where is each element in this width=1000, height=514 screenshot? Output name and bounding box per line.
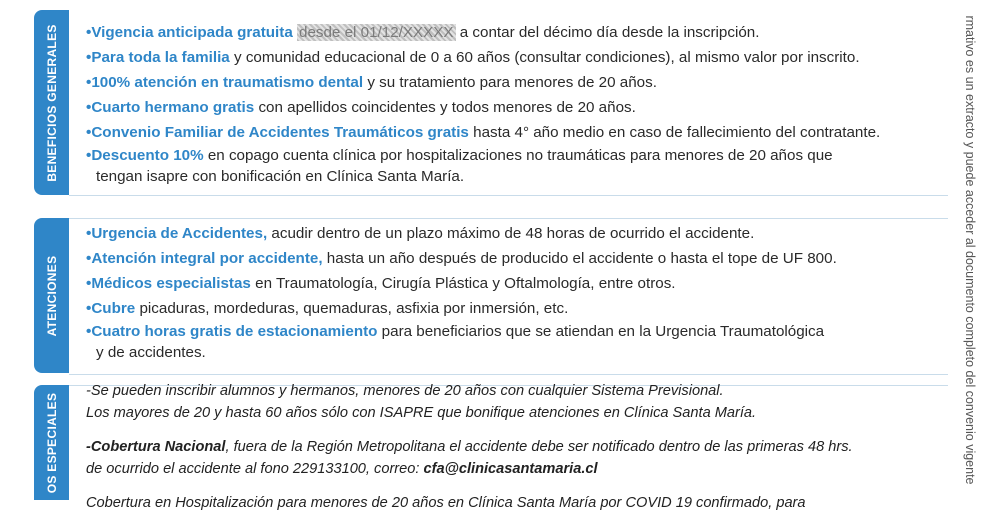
side-note: rmativo es un extracto y puede acceder al documento completo del convenio vigente <box>963 15 977 485</box>
cobertura-nacional-note: -Cobertura Nacional, fuera de la Región Metropolitana el accidente debe ser notificado dentro de las primeras 48 hrs. de ocurrido el accidente al fono 229133100, correo: cfa@clinicasantamaria.cl <box>86 439 853 477</box>
beneficio-item: •100% atención en traumatismo dental y su tratamiento para menores de 20 años. <box>86 74 657 91</box>
beneficios-list <box>86 20 880 189</box>
atencion-item: •Atención integral por accidente, hasta un año después de producido el accidente o hasta el tope de UF 800. <box>86 250 837 267</box>
beneficio-item: •Convenio Familiar de Accidentes Traumáticos gratis hasta 4° año medio en caso de fallecimiento del contratante. <box>86 124 881 141</box>
beneficio-item: •Cuarto hermano gratis con apellidos coincidentes y todos menores de 20 años. <box>86 99 636 116</box>
beneficio-item: •Vigencia anticipada gratuita desde el 01/12/XXXXX a contar del décimo día desde la inscripción. <box>86 24 760 41</box>
atencion-item: •Cuatro horas gratis de estacionamiento para beneficiarios que se atiendan en la Urgencia Traumatológica y de accidentes. <box>86 323 825 361</box>
contact-email: cfa@clinicasantamaria.cl <box>423 461 598 477</box>
atencion-item: •Urgencia de Accidentes, acudir dentro de un plazo máximo de 48 horas de ocurrido el accidente. <box>86 225 755 242</box>
redacted-date: desde el 01/12/XXXXX <box>299 24 454 41</box>
especiales-tab <box>34 385 69 500</box>
atenciones-tab <box>34 218 69 373</box>
atencion-item: •Cubre picaduras, mordeduras, quemaduras, asfixia por inmersión, etc. <box>86 300 569 317</box>
beneficios-generales-label: BENEFICIOS GENERALES <box>44 23 59 182</box>
inscripcion-note: -Se pueden inscribir alumnos y hermanos, menores de 20 años con cualquier Sistema Previsional. Los mayores de 20 y hasta 60 años sólo con ISAPRE que bonifique atenciones en Clínica Santa María. <box>86 383 757 421</box>
beneficios-generales-tab <box>34 10 69 195</box>
atenciones-label: ATENCIONES <box>44 255 59 336</box>
beneficio-item: •Descuento 10% en copago cuenta clínica por hospitalizaciones no traumáticas para menores de 20 años que tengan isapre con bonificación en Clínica Santa María. <box>86 147 833 185</box>
covid-note-cut: Cobertura en Hospitalización para menores de 20 años en Clínica Santa María por COVID 19 confirmado, para <box>86 495 806 511</box>
atencion-item: •Médicos especialistas en Traumatología, Cirugía Plástica y Oftalmología, entre otros. <box>86 275 676 292</box>
beneficio-item: •Para toda la familia y comunidad educacional de 0 a 60 años (consultar condiciones), al mismo valor por inscrito. <box>86 49 860 66</box>
especiales-label: OS ESPECIALES <box>44 392 59 493</box>
atenciones-list <box>86 221 837 365</box>
